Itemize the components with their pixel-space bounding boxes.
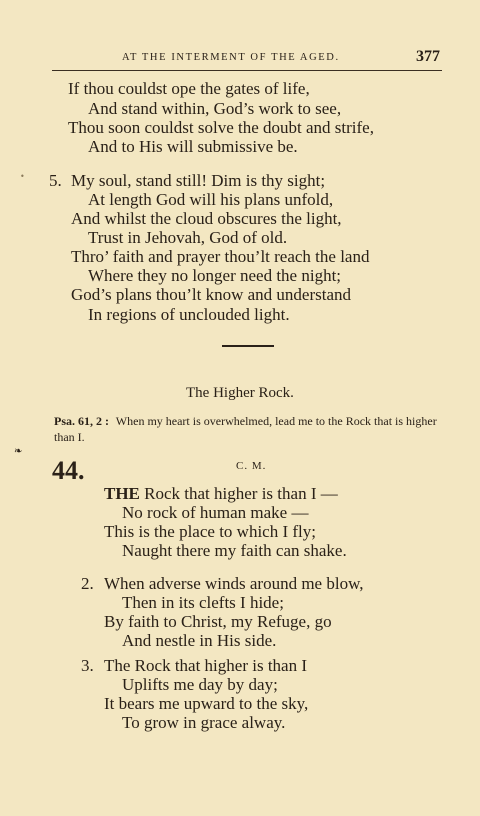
- verse-line: When adverse winds around me blow,: [104, 574, 364, 593]
- verse-line: At length God will his plans unfold,: [88, 190, 334, 209]
- verse-line: Thro’ faith and prayer thou’lt reach the land: [71, 247, 370, 266]
- scripture-text: When my heart is overwhelmed, lead me to the Rock that is higher than I.: [54, 414, 437, 444]
- verse-line: Where they no longer need the night;: [88, 266, 342, 285]
- verse-line: And nestle in His side.: [122, 631, 277, 650]
- verse-line: If thou couldst ope the gates of life,: [68, 79, 310, 98]
- verse-line: And to His will submissive be.: [88, 137, 298, 156]
- verse-line: Trust in Jehovah, God of old.: [88, 228, 288, 247]
- hymn-number: 44.: [52, 456, 85, 485]
- stanza-number: 5.: [49, 171, 62, 190]
- verse-line: Naught there my faith can shake.: [122, 541, 347, 560]
- hymn-title: The Higher Rock.: [186, 385, 294, 401]
- section-divider: [222, 345, 274, 347]
- verse-line: Uplifts me day by day;: [122, 675, 278, 694]
- scripture-reference: Psa. 61, 2 :: [54, 414, 109, 428]
- verse-line: The Rock that higher is than I: [104, 656, 308, 675]
- verse-line: In regions of unclouded light.: [88, 305, 290, 324]
- verse-line: This is the place to which I fly;: [104, 522, 316, 541]
- verse-line: And whilst the cloud obscures the light,: [71, 209, 342, 228]
- margin-mark: ❧: [14, 446, 23, 457]
- verse-line: God’s plans thou’lt know and understand: [71, 285, 351, 304]
- scripture-epigraph: [54, 413, 450, 445]
- verse-line: And stand within, God’s work to see,: [88, 99, 342, 118]
- stanza-number: 2.: [81, 574, 94, 593]
- first-line-text: Rock that higher is than I —: [139, 484, 338, 503]
- verse-line: [104, 484, 338, 503]
- verse-line: Then in its clefts I hide;: [122, 593, 284, 612]
- verse-line: No rock of human make —: [122, 503, 309, 522]
- running-title: AT THE INTERMENT OF THE AGED.: [122, 52, 340, 63]
- verse-line: To grow in grace alway.: [122, 713, 286, 732]
- page-header: [52, 48, 442, 71]
- hymn-meter: C. M.: [236, 460, 267, 472]
- page-number: 377: [416, 48, 440, 65]
- drop-cap: THE: [104, 484, 140, 503]
- verse-line: By faith to Christ, my Refuge, go: [104, 612, 332, 631]
- verse-line: It bears me upward to the sky,: [104, 694, 309, 713]
- verse-line: My soul, stand still! Dim is thy sight;: [71, 171, 326, 190]
- stanza-number: 3.: [81, 656, 94, 675]
- margin-mark: •: [20, 172, 25, 181]
- verse-line: Thou soon couldst solve the doubt and strife,: [68, 118, 374, 137]
